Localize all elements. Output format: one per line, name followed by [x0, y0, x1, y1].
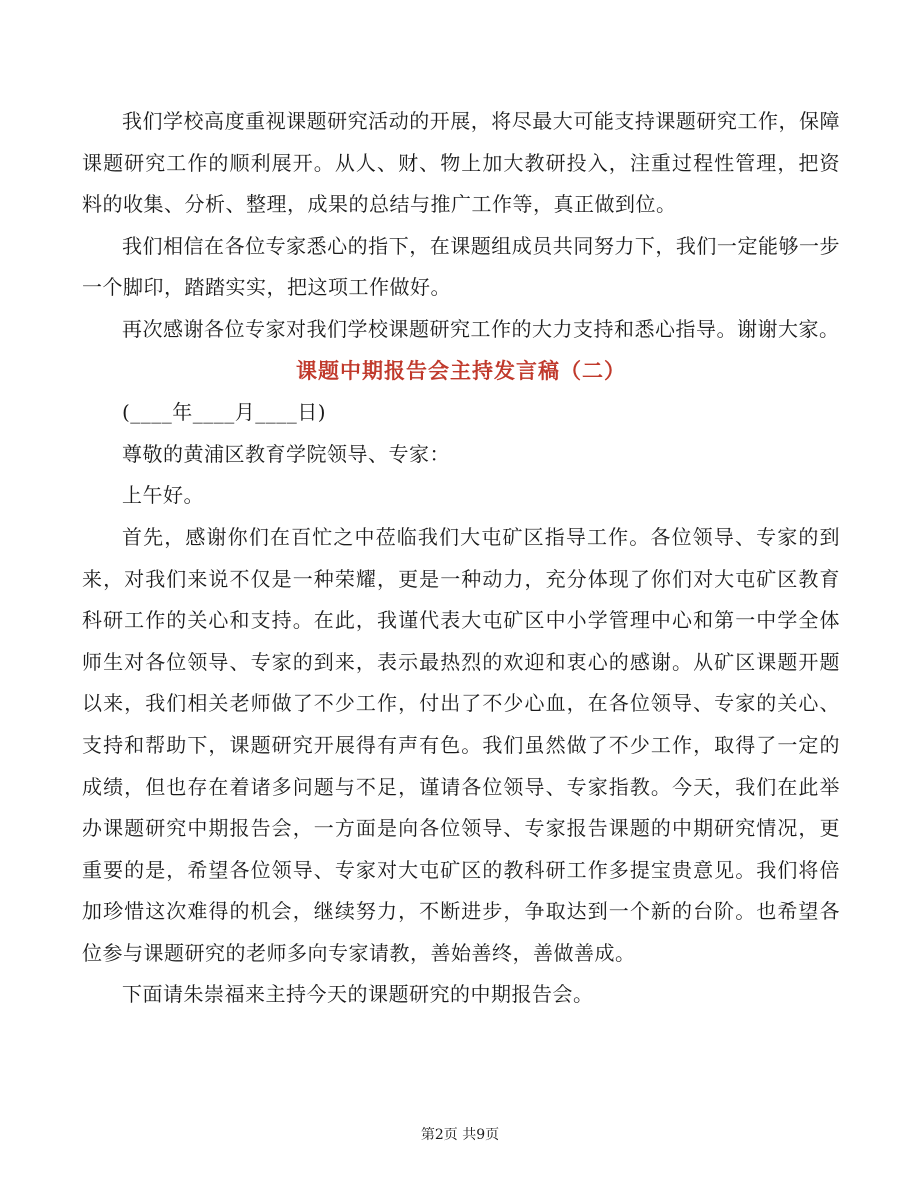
document-content	[82, 101, 840, 1016]
paragraph-welcome: 首先，感谢你们在百忙之中莅临我们大屯矿区指导工作。各位领导、专家的到来，对我们来说不仅是一种荣耀，更是一种动力，充分体现了你们对大屯矿区教育科研工作的关心和支持。在此，我谨代表大屯矿区中小学管理中心和第一中学全体师生对各位领导、专家的到来，表示最热烈的欢迎和衷心的感谢。从矿区课题开题以来，我们相关老师做了不少工作，付出了不少心血，在各位领导、专家的关心、支持和帮助下，课题研究开展得有声有色。我们虽然做了不少工作，取得了一定的成绩，但也存在着诸多问题与不足，谨请各位领导、专家指教。今天，我们在此举办课题研究中期报告会，一方面是向各位领导、专家报告课题的中期研究情况，更重要的是，希望各位领导、专家对大屯矿区的教科研工作多提宝贵意见。我们将倍加珍惜这次难得的机会，继续努力，不断进步，争取达到一个新的台阶。也希望各位参与课题研究的老师多向专家请教，善始善终，善做善成。	[82, 524, 840, 965]
paragraph-confidence: 我们相信在各位专家悉心的指下，在课题组成员共同努力下，我们一定能够一步一个脚印，踏踏实实，把这项工作做好。	[82, 233, 840, 300]
paragraph-host: 下面请朱崇福来主持今天的课题研究的中期报告会。	[122, 982, 594, 1007]
section-title: 课题中期报告会主持发言稿（二）	[296, 358, 626, 383]
greeting: 上午好。	[122, 483, 204, 508]
paragraph-support: 我们学校高度重视课题研究活动的开展，将尽最大可能支持课题研究工作，保障课题研究工作的顺利展开。从人、财、物上加大教研投入，注重过程性管理，把资料的收集、分析、整理，成果的总结与推广工作等，真正做到位。	[82, 109, 840, 217]
page-footer: 第2页 共9页	[420, 1127, 500, 1143]
salutation: 尊敬的黄浦区教育学院领导、专家：	[122, 441, 450, 466]
paragraph-thanks: 再次感谢各位专家对我们学校课题研究工作的大力支持和悉心指导。谢谢大家。	[122, 316, 840, 341]
date-line: (____年____月____日)	[122, 400, 327, 425]
